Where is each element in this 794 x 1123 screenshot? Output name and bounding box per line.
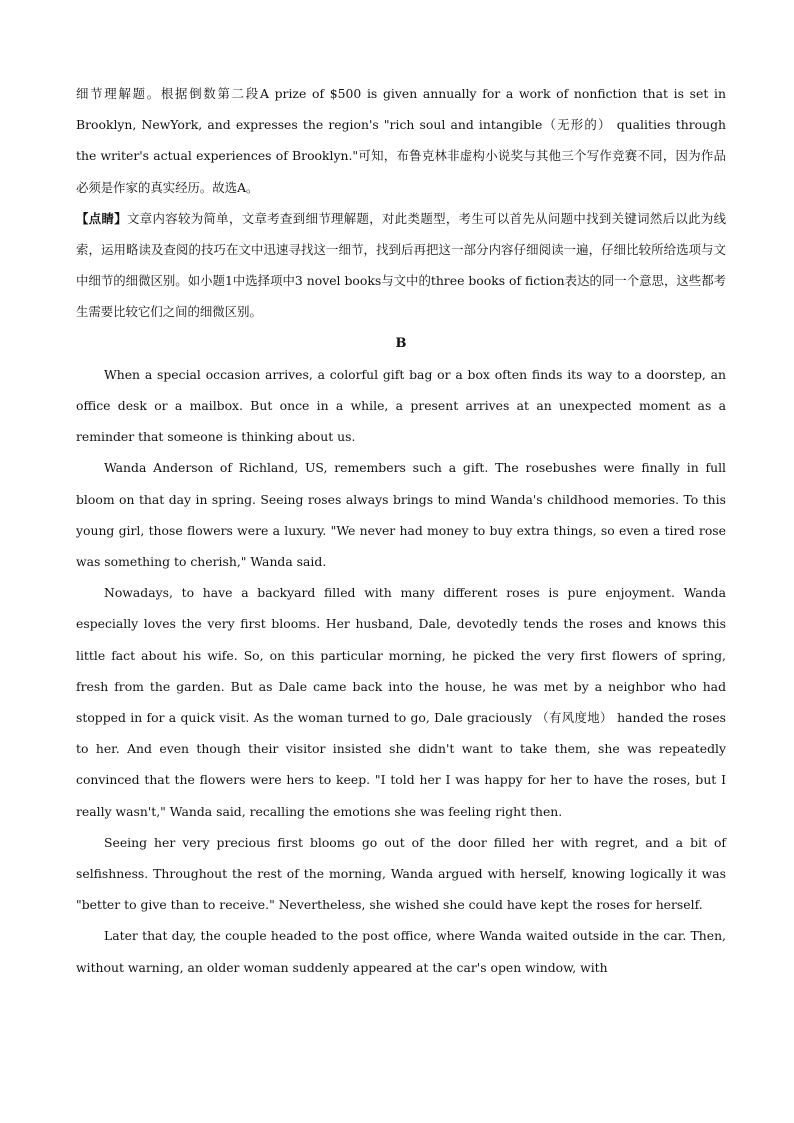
tip-text: 文章内容较为简单，文章考查到细节理解题，对此类题型，考生可以首先从问题中找到关键词然后以此为线索，运用略读及查阅的技巧在文中迅速寻找这一细节，找到后再把这一部分内容仔细阅读一遍，仔细比较所给选项与文中细节的细微区别。如小题1中选择项中3 novel books与文中的three books of fiction表达的同一个意思，这些都考生需要比较它们之间的细微区别。 [76, 210, 727, 320]
tip-paragraph [76, 203, 726, 328]
passage-paragraph-1: When a special occasion arrives, a colorful gift bag or a box often finds its way to a doorstep, an office desk or a mailbox. But once in a while, a present arrives at an unexpected moment as a reminder that someone is thinking about us. [76, 366, 726, 445]
passage-paragraph-2: Wanda Anderson of Richland, US, remembers such a gift. The rosebushes were finally in full bloom on that day in spring. Seeing roses always brings to mind Wanda's childhood memories. To this young girl, those flowers were a luxury. "We never had money to buy extra things, so even a tired rose was something to cherish," Wanda said. [76, 460, 726, 570]
analysis-paragraph: 细节理解题。根据倒数第二段A prize of $500 is given annually for a work of nonfiction that is set in Brooklyn, NewYork, and expresses the region's "rich soul and intangible（无形的） qualities through the writer's actual experiences of Brooklyn."可知，布鲁克林非虚构小说奖与其他三个写作竞赛不同，因为作品必须是作家的真实经历。故选A。 [76, 86, 726, 195]
passage-paragraph-5: Later that day, the couple headed to the post office, where Wanda waited outside in the car. Then, without warning, an older woman suddenly appeared at the car's open window, with [76, 928, 726, 975]
document-page [76, 78, 726, 983]
tip-label: 【点睛】 [76, 210, 128, 226]
passage-paragraph-4: Seeing her very precious first blooms go out of the door filled her with regret, and a bit of selfishness. Throughout the rest of the morning, Wanda argued with herself, knowing logically it was "better to give than to receive." Nevertheless, she wished she could have kept the roses for herself. [76, 834, 726, 913]
passage-paragraph-3: Nowadays, to have a backyard filled with many different roses is pure enjoyment. Wanda especially loves the very first blooms. Her husband, Dale, devotedly tends the roses and knows this little fact about his wife. So, on this particular morning, he picked the very first flowers of spring, fresh from the garden. But as Dale came back into the house, he was met by a neighbor who had stopped in for a quick visit. As the woman turned to go, Dale graciously （有风度地） handed the roses to her. And even though their visitor insisted she didn't want to take them, she was repeatedly convinced that the flowers were hers to keep. "I told her I was happy for her to have the roses, but I really wasn't," Wanda said, recalling the emotions she was feeling right then. [76, 585, 726, 819]
section-label: B [395, 335, 407, 351]
